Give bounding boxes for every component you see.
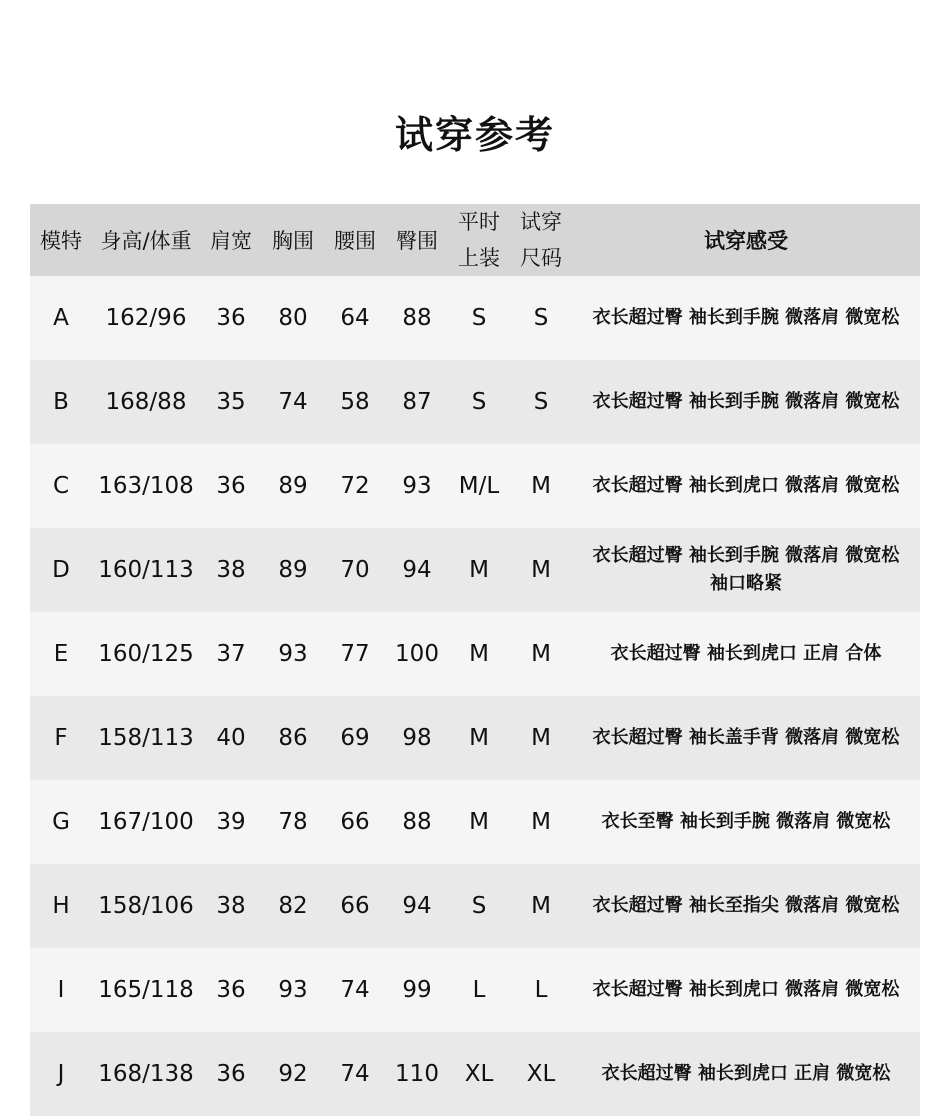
cell-feeling-line1: 衣长超过臀 袖长盖手背 微落肩 微宽松 <box>592 727 900 748</box>
cell-tried-size: L <box>534 977 548 1003</box>
cell-model: D <box>52 557 70 583</box>
cell-feeling-line1: 衣长超过臀 袖长到虎口 正肩 合体 <box>610 643 882 664</box>
cell-hip: 94 <box>402 557 432 583</box>
cell-tried-size: M <box>531 473 551 499</box>
cell-feeling-line1: 衣长超过臀 袖长到虎口 微落肩 微宽松 <box>592 475 900 496</box>
cell-chest: 74 <box>278 389 308 415</box>
header-waist: 腰围 <box>334 229 376 253</box>
cell-chest: 78 <box>278 809 308 835</box>
cell-hip: 88 <box>402 809 432 835</box>
cell-usual-top: S <box>471 893 487 919</box>
cell-chest: 92 <box>278 1061 308 1087</box>
header-tried-size <box>510 204 572 276</box>
cell-shoulder: 36 <box>216 473 246 499</box>
cell-shoulder: 35 <box>216 389 246 415</box>
cell-feeling <box>572 864 920 948</box>
cell-waist: 58 <box>340 389 370 415</box>
cell-model: I <box>57 977 65 1003</box>
cell-hip: 87 <box>402 389 432 415</box>
cell-waist: 70 <box>340 557 370 583</box>
cell-feeling-line1: 衣长超过臀 袖长到手腕 微落肩 微宽松 <box>592 307 900 328</box>
header-feeling: 试穿感受 <box>704 229 788 253</box>
cell-shoulder: 38 <box>216 557 246 583</box>
cell-model: B <box>53 389 69 415</box>
cell-tried-size: XL <box>526 1061 556 1087</box>
cell-chest: 82 <box>278 893 308 919</box>
cell-waist: 77 <box>340 641 370 667</box>
cell-feeling-line2: 袖口略紧 <box>710 573 782 594</box>
cell-usual-top: M <box>469 641 489 667</box>
cell-waist: 74 <box>340 1061 370 1087</box>
table-row <box>30 528 920 612</box>
header-model: 模特 <box>40 229 82 253</box>
cell-usual-top: M/L <box>458 473 500 499</box>
cell-height-weight: 168/88 <box>105 389 187 415</box>
cell-feeling <box>572 612 920 696</box>
table-row <box>30 1032 920 1116</box>
header-tried-size-line2: 尺码 <box>520 246 562 270</box>
cell-chest: 86 <box>278 725 308 751</box>
cell-waist: 74 <box>340 977 370 1003</box>
cell-feeling-line1: 衣长超过臀 袖长到手腕 微落肩 微宽松 <box>592 545 900 566</box>
cell-usual-top: M <box>469 809 489 835</box>
table-row <box>30 948 920 1032</box>
cell-usual-top: S <box>471 305 487 331</box>
cell-waist: 69 <box>340 725 370 751</box>
cell-chest: 93 <box>278 977 308 1003</box>
cell-waist: 66 <box>340 809 370 835</box>
header-usual-top-line1: 平时 <box>458 210 500 234</box>
cell-tried-size: M <box>531 557 551 583</box>
cell-model: C <box>52 473 70 499</box>
cell-model: H <box>52 893 70 919</box>
header-shoulder: 肩宽 <box>210 229 252 253</box>
cell-shoulder: 36 <box>216 305 246 331</box>
table-row <box>30 360 920 444</box>
cell-usual-top: M <box>469 725 489 751</box>
cell-shoulder: 40 <box>216 725 246 751</box>
cell-chest: 89 <box>278 557 308 583</box>
cell-hip: 88 <box>402 305 432 331</box>
cell-hip: 94 <box>402 893 432 919</box>
cell-feeling-line1: 衣长至臀 袖长到手腕 微落肩 微宽松 <box>601 811 891 832</box>
table-row <box>30 276 920 360</box>
cell-height-weight: 168/138 <box>98 1061 194 1087</box>
cell-tried-size: M <box>531 725 551 751</box>
cell-waist: 64 <box>340 305 370 331</box>
table-row <box>30 696 920 780</box>
table-header-row <box>30 204 920 276</box>
cell-waist: 66 <box>340 893 370 919</box>
cell-model: J <box>57 1061 65 1087</box>
table-row <box>30 864 920 948</box>
cell-tried-size: M <box>531 641 551 667</box>
cell-feeling-line1: 衣长超过臀 袖长至指尖 微落肩 微宽松 <box>592 895 900 916</box>
table-row <box>30 444 920 528</box>
cell-feeling <box>572 528 920 612</box>
cell-height-weight: 158/113 <box>98 725 194 751</box>
page-title: 试穿参考 <box>394 113 555 157</box>
cell-height-weight: 167/100 <box>98 809 194 835</box>
table-row <box>30 780 920 864</box>
header-usual-top-line2: 上装 <box>458 246 500 270</box>
cell-tried-size: M <box>531 809 551 835</box>
cell-shoulder: 36 <box>216 1061 246 1087</box>
cell-usual-top: M <box>469 557 489 583</box>
cell-shoulder: 37 <box>216 641 246 667</box>
cell-height-weight: 165/118 <box>98 977 194 1003</box>
header-usual-top <box>448 204 510 276</box>
cell-shoulder: 36 <box>216 977 246 1003</box>
cell-hip: 110 <box>395 1061 439 1087</box>
cell-height-weight: 160/113 <box>98 557 194 583</box>
cell-feeling-line1: 衣长超过臀 袖长到手腕 微落肩 微宽松 <box>592 391 900 412</box>
cell-feeling <box>572 276 920 360</box>
cell-tried-size: S <box>533 389 549 415</box>
cell-chest: 89 <box>278 473 308 499</box>
cell-waist: 72 <box>340 473 370 499</box>
fit-reference-table <box>30 204 920 1116</box>
cell-feeling <box>572 444 920 528</box>
table-row <box>30 612 920 696</box>
cell-height-weight: 160/125 <box>98 641 194 667</box>
cell-chest: 80 <box>278 305 308 331</box>
cell-usual-top: L <box>472 977 486 1003</box>
cell-tried-size: S <box>533 305 549 331</box>
cell-usual-top: S <box>471 389 487 415</box>
cell-model: A <box>53 305 69 331</box>
cell-hip: 93 <box>402 473 432 499</box>
cell-feeling <box>572 1032 920 1116</box>
cell-height-weight: 158/106 <box>98 893 194 919</box>
cell-tried-size: M <box>531 893 551 919</box>
cell-model: F <box>54 725 68 751</box>
cell-usual-top: XL <box>464 1061 494 1087</box>
cell-feeling <box>572 780 920 864</box>
header-height-weight: 身高/体重 <box>100 229 192 253</box>
cell-hip: 99 <box>402 977 432 1003</box>
cell-height-weight: 162/96 <box>105 305 187 331</box>
cell-feeling <box>572 948 920 1032</box>
cell-hip: 100 <box>395 641 439 667</box>
cell-chest: 93 <box>278 641 308 667</box>
header-hip: 臀围 <box>396 229 438 253</box>
cell-model: E <box>53 641 69 667</box>
cell-shoulder: 39 <box>216 809 246 835</box>
header-chest: 胸围 <box>272 229 314 253</box>
cell-feeling-line1: 衣长超过臀 袖长到虎口 微落肩 微宽松 <box>592 979 900 1000</box>
cell-hip: 98 <box>402 725 432 751</box>
header-tried-size-line1: 试穿 <box>520 210 562 234</box>
cell-model: G <box>52 809 70 835</box>
cell-shoulder: 38 <box>216 893 246 919</box>
cell-height-weight: 163/108 <box>98 473 194 499</box>
cell-feeling <box>572 360 920 444</box>
cell-feeling <box>572 696 920 780</box>
cell-feeling-line1: 衣长超过臀 袖长到虎口 正肩 微宽松 <box>601 1063 891 1084</box>
